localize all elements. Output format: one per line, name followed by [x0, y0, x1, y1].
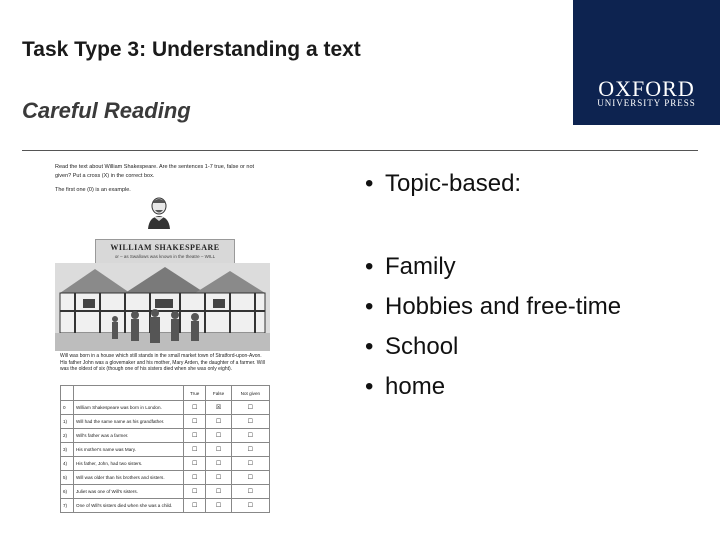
- answer-checkbox: ☐: [184, 429, 206, 443]
- column-header: Not given: [231, 386, 269, 401]
- bullet-item: • School: [365, 333, 459, 360]
- bullet-item: • home: [365, 373, 446, 400]
- table-row: [61, 471, 270, 485]
- column-header: True: [184, 386, 206, 401]
- logo-subtitle: UNIVERSITY PRESS: [597, 98, 696, 108]
- answer-checkbox: ☐: [231, 443, 269, 457]
- table-row: [61, 415, 270, 429]
- row-statement: His father, John, had two sisters.: [74, 457, 184, 471]
- answer-checkbox: ☐: [184, 471, 206, 485]
- answer-checkbox: ☐: [206, 485, 231, 499]
- bullet-item: • Family: [365, 253, 456, 280]
- tudor-house-illustration: [55, 263, 270, 351]
- slide-title: Task Type 3: Understanding a text: [22, 38, 361, 61]
- row-statement: Juliet was one of Will's sisters.: [74, 485, 184, 499]
- answer-checkbox: ☐: [206, 443, 231, 457]
- banner-subtitle: or – as Swallows was known in the theatre – WILL: [114, 254, 216, 259]
- answer-checkbox: ☒: [206, 401, 231, 415]
- table-row: [61, 499, 270, 513]
- answer-checkbox: ☐: [206, 415, 231, 429]
- answer-checkbox: ☐: [184, 415, 206, 429]
- slide-subtitle: Careful Reading: [22, 98, 191, 123]
- table-row: [61, 401, 270, 415]
- answer-checkbox: ☐: [206, 429, 231, 443]
- answer-checkbox: ☐: [231, 401, 269, 415]
- row-number: 3): [61, 443, 74, 457]
- table-row: [61, 429, 270, 443]
- answer-checkbox: ☐: [231, 485, 269, 499]
- answer-checkbox: ☐: [231, 429, 269, 443]
- worksheet-instructions: Read the text about William Shakespeare. Are the sentences 1-7 true, false or not given? Put a cross (X) in the correct box.: [55, 164, 255, 179]
- worksheet-banner: [95, 239, 235, 265]
- table-row: [61, 457, 270, 471]
- column-header: False: [206, 386, 231, 401]
- divider-rule: [22, 150, 698, 151]
- answer-checkbox: ☐: [206, 457, 231, 471]
- answer-checkbox: ☐: [231, 415, 269, 429]
- worksheet-paragraph: Will was born in a house which still stands in the small market town of Stratford-upon-Avon. His father John was a glovemaker and his mother, Mary Arden, the daughter of a farmer. Will was the oldest of six (though one of his sisters died when she was only eight).: [60, 353, 265, 372]
- answer-table: [60, 385, 270, 513]
- worksheet-image: [55, 163, 275, 533]
- row-number: 0: [61, 401, 74, 415]
- answer-checkbox: ☐: [184, 485, 206, 499]
- oxford-logo: [573, 0, 720, 125]
- answer-table-header: [61, 386, 270, 401]
- table-row: [61, 443, 270, 457]
- row-number: 2): [61, 429, 74, 443]
- answer-checkbox: ☐: [184, 457, 206, 471]
- answer-checkbox: ☐: [184, 499, 206, 513]
- bullet-item: • Topic-based:: [365, 170, 522, 197]
- answer-checkbox: ☐: [231, 499, 269, 513]
- row-statement: One of Will's sisters died when she was a child.: [74, 499, 184, 513]
- row-statement: Will had the same name as his grandfather.: [74, 415, 184, 429]
- row-statement: Will's father was a farmer.: [74, 429, 184, 443]
- bullet-item: • Hobbies and free-time: [365, 293, 622, 320]
- row-number: 4): [61, 457, 74, 471]
- answer-checkbox: ☐: [184, 401, 206, 415]
- answer-checkbox: ☐: [206, 471, 231, 485]
- row-number: 6): [61, 485, 74, 499]
- banner-title: WILLIAM SHAKESPEARE: [110, 243, 220, 252]
- answer-checkbox: ☐: [231, 457, 269, 471]
- table-row: [61, 485, 270, 499]
- answer-checkbox: ☐: [206, 499, 231, 513]
- row-number: 5): [61, 471, 74, 485]
- answer-checkbox: ☐: [231, 471, 269, 485]
- row-statement: Will was older than his brothers and sisters.: [74, 471, 184, 485]
- answer-checkbox: ☐: [184, 443, 206, 457]
- row-statement: His mother's name was Mary.: [74, 443, 184, 457]
- logo-wordmark: OXFORD: [598, 76, 695, 101]
- worksheet-example-note: The first one (0) is an example.: [55, 187, 131, 193]
- row-statement: William Shakespeare was born in London.: [74, 401, 184, 415]
- row-number: 7): [61, 499, 74, 513]
- row-number: 1): [61, 415, 74, 429]
- shakespeare-portrait-icon: [145, 195, 173, 229]
